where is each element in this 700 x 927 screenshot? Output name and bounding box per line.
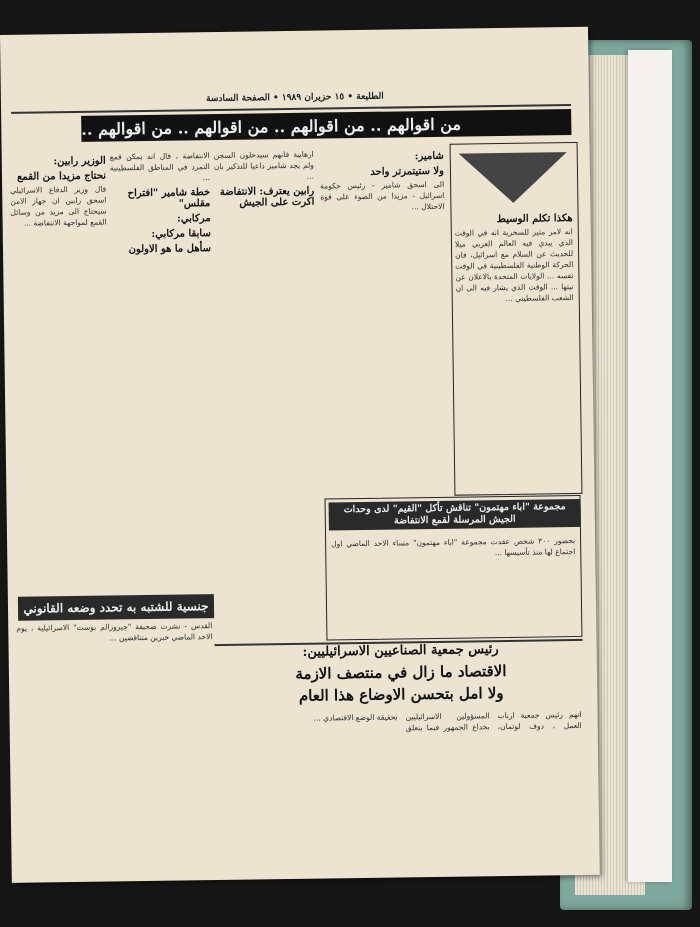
- lower-right-headline-3: ولا امل بتحسن الاوضاع هذا العام: [298, 684, 504, 705]
- center-column-heading-2: ولا ستيتمرتر واحد: [370, 165, 445, 178]
- boxed-article-title: مجموعة "اباء مهتمون" تناقش تأكل "القيم" لدى وحدات الجيش المرسلة لقمع الانتفاضة: [329, 499, 581, 531]
- white-backing-sheet: [628, 50, 672, 882]
- left-column-heading-2: نحتاج مزيدا من القمع: [17, 170, 107, 183]
- center-column: [320, 147, 449, 494]
- right-column: [454, 209, 576, 491]
- newspaper-page: [0, 27, 600, 883]
- mid-column-1-body: ارهابية فانهم سيدخلون السجن ولم يجد شامير داعيا للتذكير بان ...: [213, 149, 315, 181]
- mid-column-2-heading-3: سابقا مركابي:: [151, 228, 211, 240]
- boxed-article-body: بحضور ٣٠٠ شخص عقدت مجموعة "اباء مهتمون" مساء الاحد الماضي اول اجتماع لها منذ تأسيسها ...: [331, 536, 576, 558]
- mid-column-1-heading: رابين يعترف: الانتفاضة اكرت على الجيش: [219, 185, 315, 209]
- left-column-body: قال وزير الدفاع الاسرائيلي اسحق رابين ان جهاز الامن سيحتاج الى مزيد من وسائل القمع لمواجهة الانتفاضة ...: [10, 184, 107, 228]
- mid-column-2: [110, 150, 216, 591]
- left-column: [10, 152, 112, 593]
- center-column-body: الى اسحق شامير - رئيس حكومة اسرائيل - مزيدا من الضوء على قوة الاحتلال ...: [320, 179, 445, 212]
- banner-headline: من اقوالهم .. من اقوالهم .. من اقوالهم .. من اقوالهم ..: [81, 109, 571, 142]
- page-header: الطليعة • ١٥ حزيران ١٩٨٩ • الصفحة السادسة: [205, 91, 384, 105]
- left-column-heading-1: الوزير رابين:: [53, 155, 106, 168]
- down-arrow-icon: [454, 147, 573, 209]
- lower-right-body: انهم رئيس جمعية ارباب العمل ، دوف لوتمان، المسؤولين الاسرائيليين بخداع الجمهور فيما يتعلق بحقيقة الوضع الاقتصادي ...: [313, 709, 582, 733]
- lower-left-headline: جنسية للشتبه به تحدد وضعه القانوني: [18, 594, 214, 621]
- mid-column-2-heading-1: خطة شامير "افتراح مقلس": [127, 187, 211, 210]
- lower-right-headline-2: الاقتصاد ما زال في منتصف الازمة: [295, 661, 507, 683]
- mid-column-1: [214, 149, 321, 630]
- mid-column-2-heading-4: سأهل ما هو الاولون: [128, 243, 212, 256]
- lower-right-headline-1: رئيس جمعية الصناعيين الاسرائيليين:: [302, 642, 499, 660]
- right-column-title: هكذا تكلم الوسيط: [496, 213, 573, 226]
- mid-column-2-body: الانتفاضة ، قال انه يمكن قمع التمرد في المناطق الفلسطينية ...: [109, 151, 211, 183]
- mid-column-2-heading-2: مركابي:: [177, 213, 211, 225]
- center-column-heading-1: شامير:: [414, 150, 444, 163]
- lower-left-body: القدس - نشرت صحيفة "جيروزالم بوست" الاسرائيلية ، يوم الاحد الماضي خبرين متناقضين ...: [16, 621, 213, 643]
- right-column-body: انه لامر مثير للسخرية انه في الوقت الذي يبدي فيه العالم العربي ميلا للحديث عن السلام مع اسرائيل، فان الحركة الوطنية الفلسطينية في الوقت نفسه ... الولايات المتحدة بالاعلان عن نيتها ... الوقت الذي يشار فيه الى ان الشعب الفلسطيني ...: [454, 227, 574, 303]
